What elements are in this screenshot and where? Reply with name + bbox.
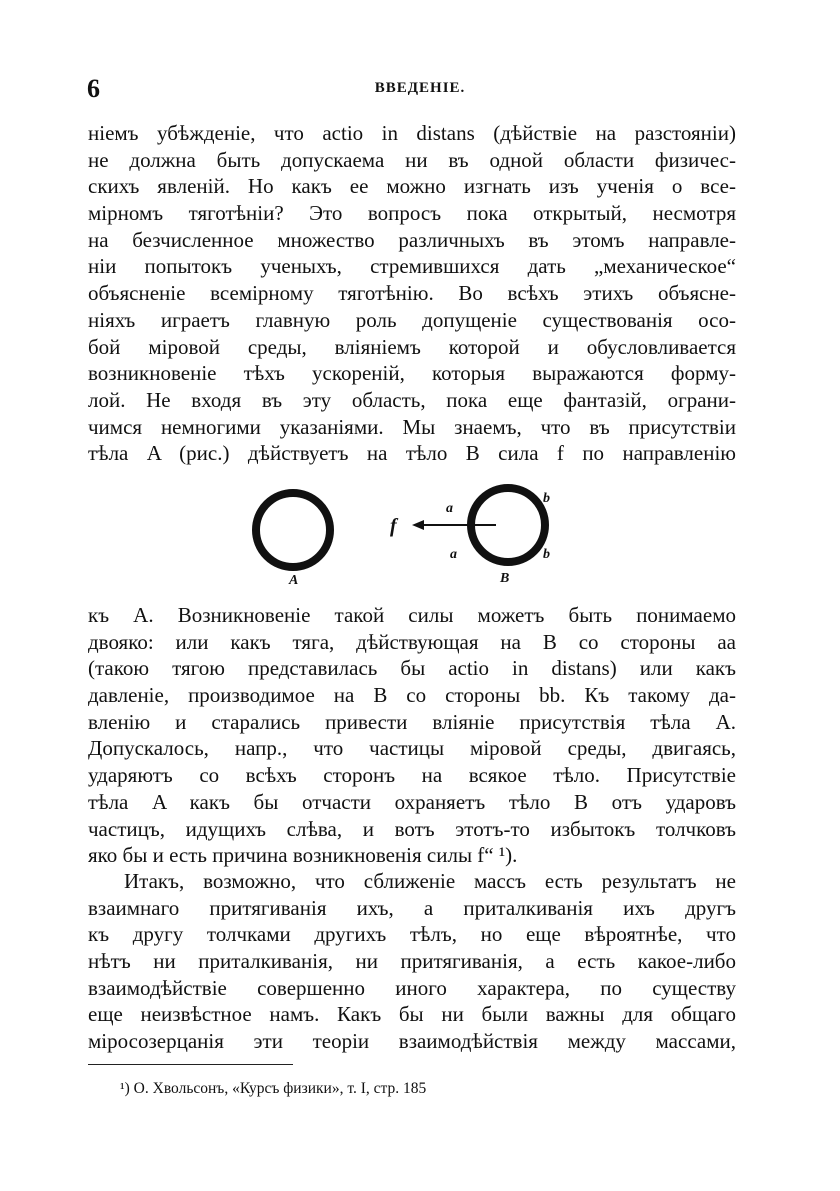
text-line: двояко: или какъ тяга, дѣйствующая на B со стороны aa <box>88 629 736 654</box>
text-line: міросозерцанія эти теоріи взаимодѣйствія между массами, <box>88 1029 736 1054</box>
paragraph-3 <box>88 868 736 1055</box>
text-line: ніяхъ играетъ главную роль допущеніе существованія осо- <box>88 307 736 332</box>
text-line: тѣла A какъ бы отчасти охраняетъ тѣло B отъ ударовъ <box>88 789 736 814</box>
footnote: ¹) О. Хвольсонъ, «Курсъ физики», т. I, стр. 185 <box>120 1080 427 1097</box>
page-number: 6 <box>87 74 100 103</box>
text-line: нѣтъ ни приталкиванія, ни притягиванія, а есть какое-либо <box>88 949 736 974</box>
force-arrow-head <box>412 520 424 530</box>
body-a-circle <box>256 493 330 567</box>
text-line: не должна быть допускаема ни въ одной области физичес- <box>88 147 736 172</box>
label-b-bottom: b <box>543 547 550 562</box>
text-line: (такою тягою представилась бы actio in distans) или какъ <box>88 656 736 681</box>
text-line: лой. Не входя въ эту область, пока еще фантазій, ограни- <box>88 387 736 412</box>
text-line: Допускалось, напр., что частицы міровой среды, двигаясь, <box>88 736 736 761</box>
figure-svg <box>240 478 580 598</box>
text-line: взаимодѣйствіе совершенно иного характера, по существу <box>88 975 736 1000</box>
label-a-top: a <box>446 501 453 516</box>
paragraph-2 <box>88 602 736 869</box>
text-line: частицъ, идущихъ слѣва, и вотъ этотъ-то избытокъ толчковъ <box>88 816 736 841</box>
text-line: бой міровой среды, вліяніемъ которой и обусловливается <box>88 334 736 359</box>
text-line: взаимнаго притягиванія ихъ, а приталкиванія ихъ другъ <box>88 895 736 920</box>
running-head: ВВЕДЕНІЕ. <box>374 80 466 96</box>
text-line: тѣла A (рис.) дѣйствуетъ на тѣло B сила f по направленію <box>88 441 736 466</box>
label-A: A <box>289 573 299 588</box>
text-line: скихъ явленій. Но какъ ее можно изгнать изъ ученія о все- <box>88 174 736 199</box>
text-line: Итакъ, возможно, что сближеніе массъ есть результатъ не <box>124 869 736 893</box>
paragraph-1 <box>88 120 736 467</box>
text-line: давленіе, производимое на B со стороны bb. Къ такому да- <box>88 683 736 708</box>
text-line: къ другу толчками другихъ тѣлъ, но еще вѣроятнѣе, что <box>88 922 736 947</box>
text-line: вленію и старались привести вліяніе присутствія тѣла A. <box>88 709 736 734</box>
text-line: чимся немногими указаніями. Мы знаемъ, что въ присутствіи <box>88 414 736 439</box>
text-line: ударяютъ со всѣхъ сторонъ на всякое тѣло. Присутствіе <box>88 763 736 788</box>
label-a-bottom: a <box>450 547 457 562</box>
text-line: ніемъ убѣжденіе, что actio in distans (дѣйствіе на разстояніи) <box>88 121 736 145</box>
text-line: возникновеніе тѣхъ ускореній, которыя выражаются форму- <box>88 361 736 386</box>
text-line: мірномъ тяготѣніи? Это вопросъ пока открытый, несмотря <box>88 201 736 226</box>
label-b-top: b <box>543 491 550 506</box>
text-line: ніи попытокъ ученыхъ, стремившихся дать „механическое“ <box>88 254 736 279</box>
label-B: B <box>500 571 510 586</box>
text-line: яко бы и есть причина возникновенія силы f“ ¹). <box>88 843 518 868</box>
text-line: еще неизвѣстное намъ. Какъ бы ни были важны для общаго <box>88 1002 736 1027</box>
label-f: f <box>390 515 397 537</box>
text-line: объясненіе всемірному тяготѣнію. Во всѣхъ этихъ объясне- <box>88 281 736 306</box>
text-line: на безчисленное множество различныхъ въ этомъ направле- <box>88 227 736 252</box>
footnote-divider <box>88 1064 293 1065</box>
figure-bodies-diagram <box>240 478 580 598</box>
text-line: къ A. Возникновеніе такой силы можетъ быть понимаемо <box>88 603 736 627</box>
